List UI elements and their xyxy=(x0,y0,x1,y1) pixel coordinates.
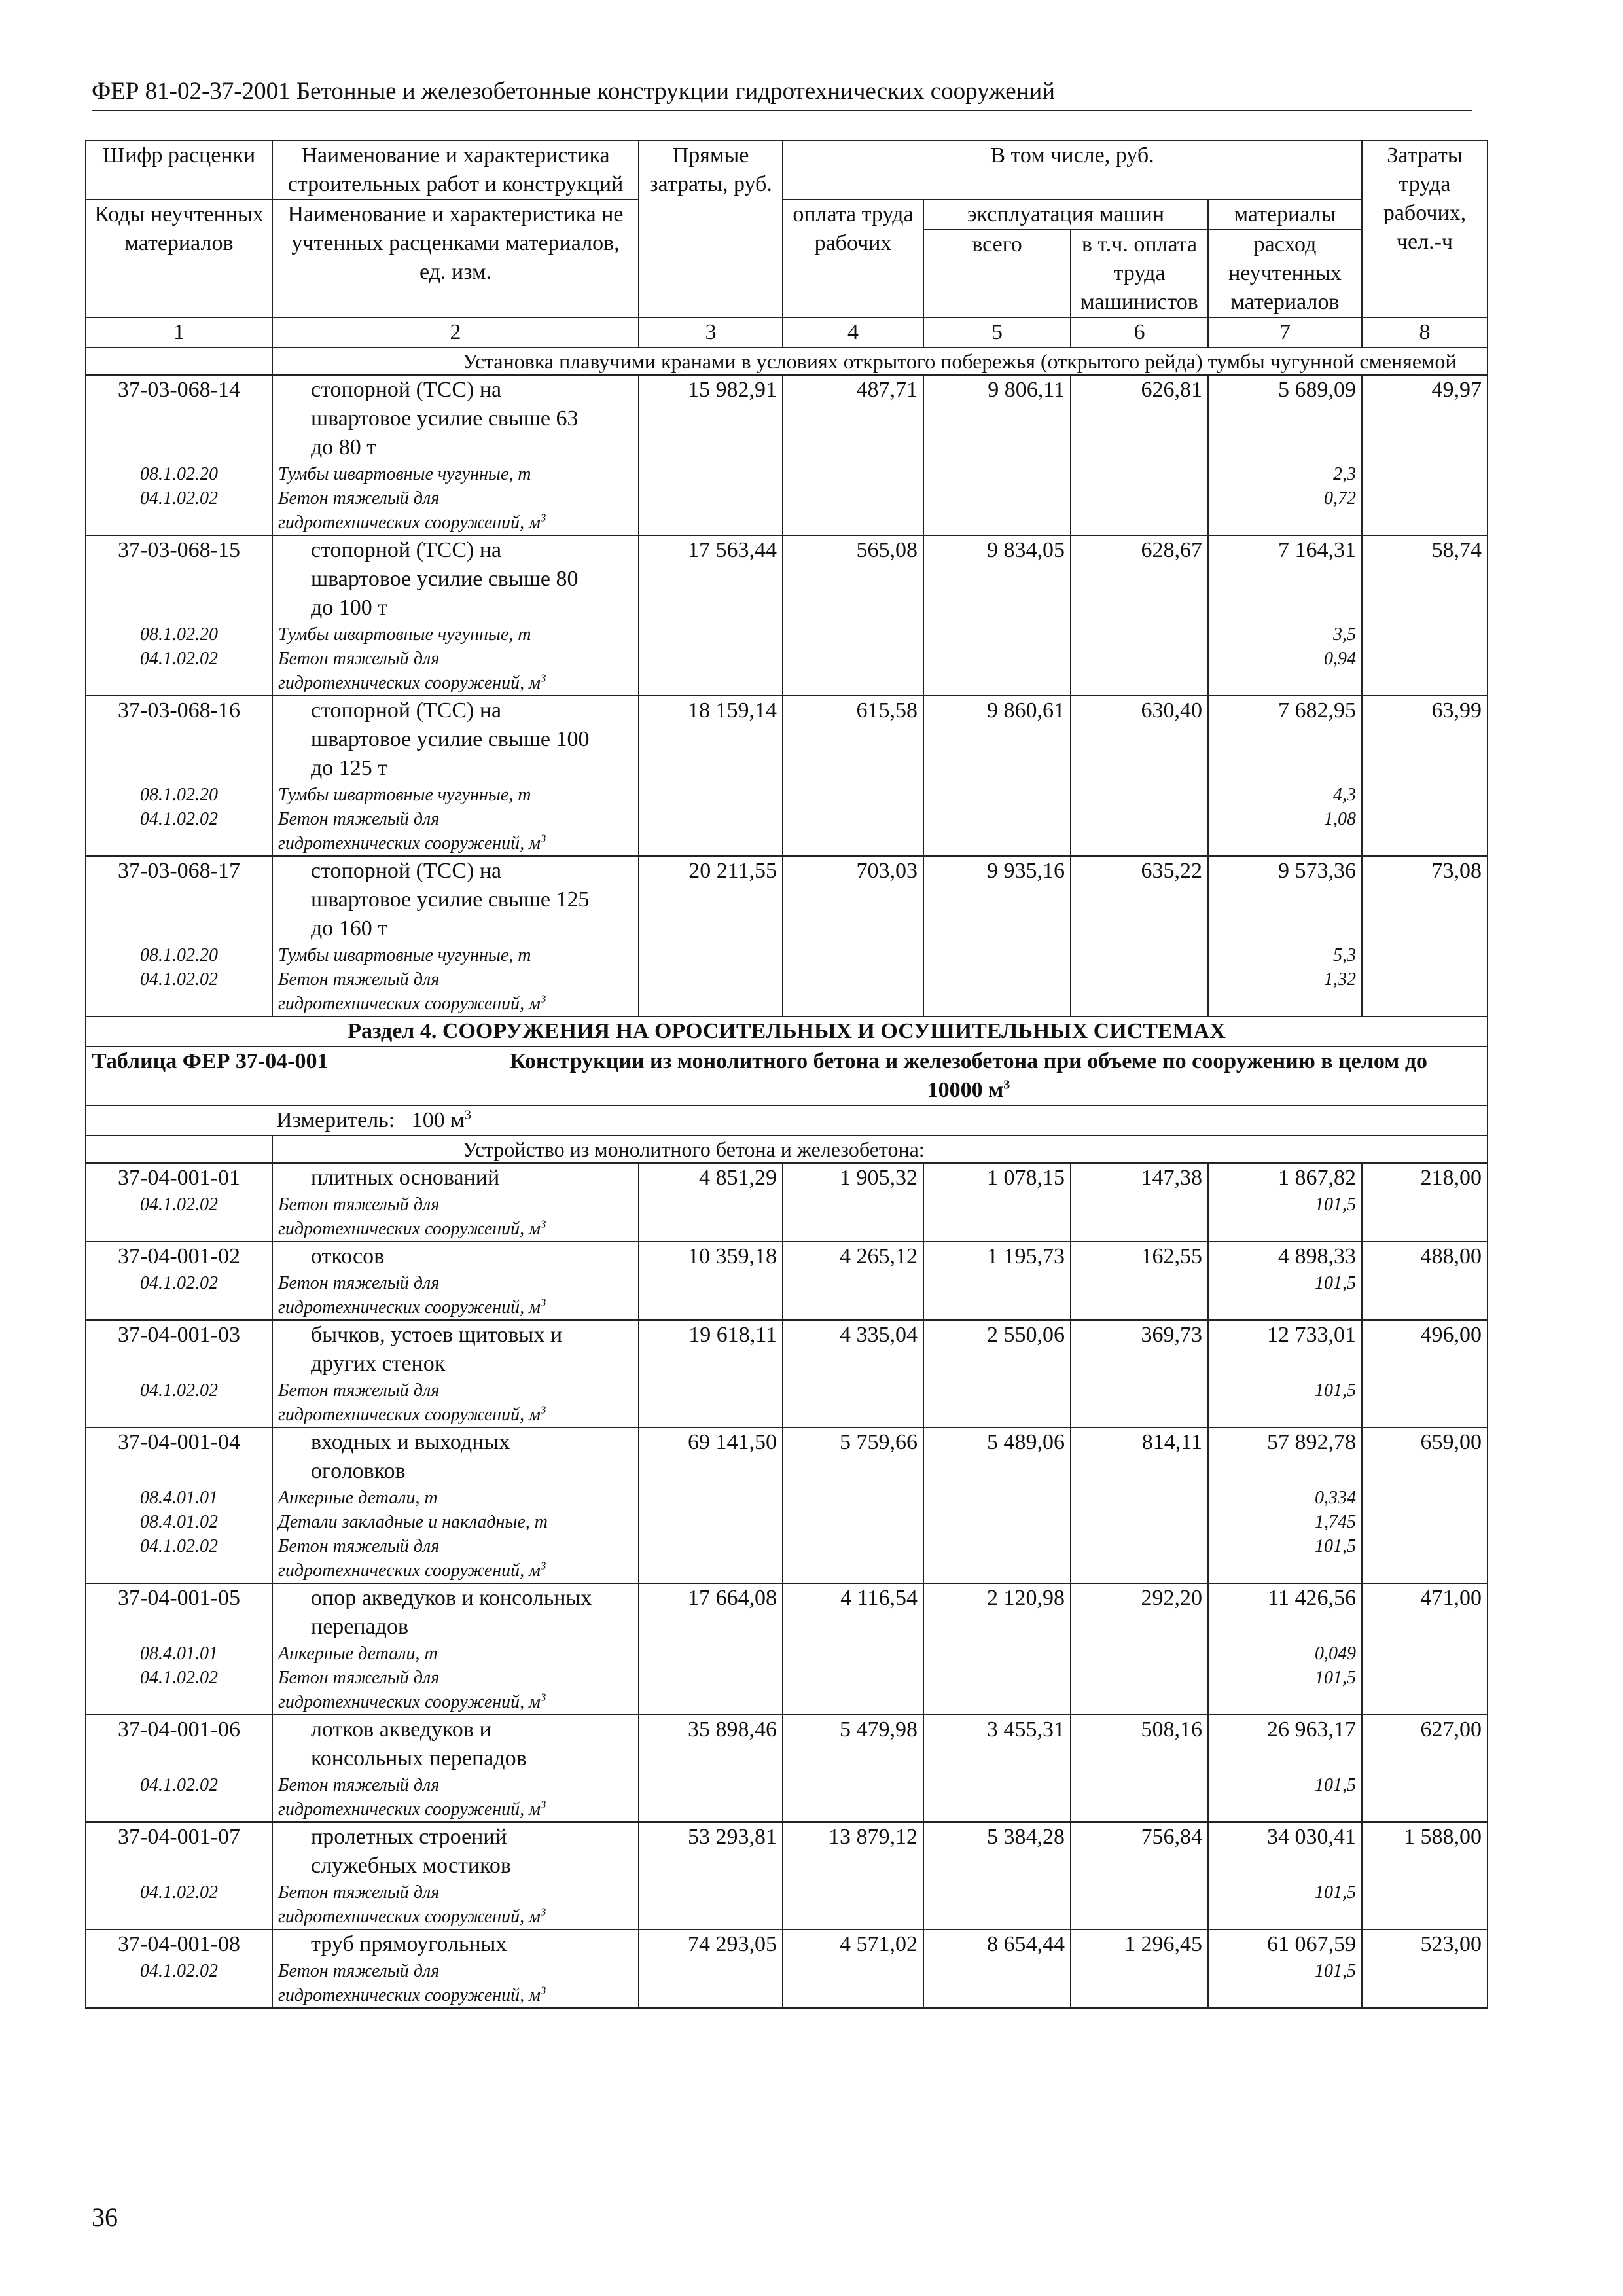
material-name: Тумбы швартовные чугунные, т xyxy=(278,785,531,805)
rate-code-cell xyxy=(86,1929,272,2008)
rate-name-cell xyxy=(272,856,639,1016)
rate-row xyxy=(86,1427,1488,1583)
material-code: 04.1.02.02 xyxy=(140,1194,218,1215)
materials-cost: 26 963,17 xyxy=(1267,1717,1356,1742)
rate-code: 37-04-001-01 xyxy=(118,1166,240,1190)
material-code: 08.4.01.01 xyxy=(140,1643,218,1664)
rate-code-cell xyxy=(86,696,272,856)
materials-cell xyxy=(1208,1242,1362,1320)
material-name: Бетон тяжелый для xyxy=(278,969,440,990)
rate-name-cell xyxy=(272,1163,639,1242)
col-code-top: Шифр расценки xyxy=(86,141,272,200)
rate-name-line: лотков акведуков и xyxy=(311,1717,491,1742)
machines-pay: 508,16 xyxy=(1071,1715,1208,1822)
materials-cost: 4 898,33 xyxy=(1278,1244,1356,1268)
materials-cell xyxy=(1208,1822,1362,1929)
materials-cost: 9 573,36 xyxy=(1278,859,1356,883)
machines-total: 8 654,44 xyxy=(923,1929,1071,2008)
materials-cell xyxy=(1208,375,1362,535)
col-materials: материалы xyxy=(1208,200,1362,230)
material-unit: гидротехнических сооружений, $м^3$ xyxy=(278,1559,546,1581)
machines-total: 2 550,06 xyxy=(923,1320,1071,1427)
measure-row xyxy=(86,1105,1488,1136)
materials-cost: 1 867,82 xyxy=(1278,1166,1356,1190)
materials-cost: 7 164,31 xyxy=(1278,538,1356,562)
labor-cost: 58,74 xyxy=(1362,535,1488,696)
header-row-1 xyxy=(86,141,1488,200)
material-code: 04.1.02.02 xyxy=(140,1273,218,1293)
rate-code-cell xyxy=(86,535,272,696)
labor-cost: 659,00 xyxy=(1362,1427,1488,1583)
material-unit: гидротехнических сооружений, $м^3$ xyxy=(278,1905,546,1927)
labor-cost: 523,00 xyxy=(1362,1929,1488,2008)
labor-pay: 4 571,02 xyxy=(783,1929,923,2008)
rate-code: 37-03-068-14 xyxy=(118,378,240,402)
direct-cost: 35 898,46 xyxy=(639,1715,783,1822)
col-number: 8 xyxy=(1362,317,1488,348)
rate-code-cell xyxy=(86,1583,272,1715)
header-row-2 xyxy=(86,200,1488,230)
rate-name-line: труб прямоугольных xyxy=(311,1932,507,1956)
labor-pay: 4 116,54 xyxy=(783,1583,923,1715)
material-qty: 101,5 xyxy=(1315,1961,1356,1981)
labor-pay: 487,71 xyxy=(783,375,923,535)
direct-cost: 15 982,91 xyxy=(639,375,783,535)
rate-code: 37-03-068-16 xyxy=(118,698,240,723)
rate-name-cell xyxy=(272,1822,639,1929)
direct-cost: 19 618,11 xyxy=(639,1320,783,1427)
material-name: Тумбы швартовные чугунные, т xyxy=(278,464,531,484)
material-qty: 4,3 xyxy=(1333,785,1356,805)
machines-total: 9 935,16 xyxy=(923,856,1071,1016)
rate-code-cell xyxy=(86,375,272,535)
page-number: 36 xyxy=(92,2202,118,2232)
materials-cell xyxy=(1208,1929,1362,2008)
rate-name-cell xyxy=(272,1320,639,1427)
labor-cost: 488,00 xyxy=(1362,1242,1488,1320)
rate-name-line: консольных перепадов xyxy=(311,1746,527,1770)
material-qty: 0,049 xyxy=(1315,1643,1356,1664)
material-name: Бетон тяжелый для xyxy=(278,1668,440,1688)
col-number: 7 xyxy=(1208,317,1362,348)
col-number: 3 xyxy=(639,317,783,348)
machines-pay: 369,73 xyxy=(1071,1320,1208,1427)
material-code: 04.1.02.02 xyxy=(140,1882,218,1903)
machines-total: 5 489,06 xyxy=(923,1427,1071,1583)
col-number: 2 xyxy=(272,317,639,348)
material-name: Бетон тяжелый для xyxy=(278,1961,440,1981)
material-code: 04.1.02.02 xyxy=(140,809,218,829)
materials-cell xyxy=(1208,535,1362,696)
material-name: Бетон тяжелый для xyxy=(278,1882,440,1903)
machines-total: 1 078,15 xyxy=(923,1163,1071,1242)
rate-name-line: до 100 т xyxy=(311,596,388,620)
material-unit: гидротехнических сооружений, $м^3$ xyxy=(278,672,546,693)
rate-row xyxy=(86,696,1488,856)
col-name-bottom: Наименование и характеристика не учтенных расценками материалов, ед. изм. xyxy=(272,200,639,317)
materials-cost: 11 426,56 xyxy=(1268,1586,1356,1610)
machines-pay: 147,38 xyxy=(1071,1163,1208,1242)
material-unit: гидротехнических сооружений, $м^3$ xyxy=(278,1403,546,1425)
labor-pay: 5 759,66 xyxy=(783,1427,923,1583)
material-qty: 0,72 xyxy=(1324,488,1356,509)
material-name: Бетон тяжелый для xyxy=(278,1273,440,1293)
col-machines-pay: в т.ч. оплата труда машинистов xyxy=(1071,230,1208,317)
direct-cost: 20 211,55 xyxy=(639,856,783,1016)
rate-code: 37-04-001-08 xyxy=(118,1932,240,1956)
material-code: 04.1.02.02 xyxy=(140,1961,218,1981)
rate-code: 37-04-001-03 xyxy=(118,1323,240,1347)
machines-total: 3 455,31 xyxy=(923,1715,1071,1822)
material-code: 08.1.02.20 xyxy=(140,945,218,965)
rate-row xyxy=(86,1822,1488,1929)
machines-total: 9 834,05 xyxy=(923,535,1071,696)
labor-pay: 5 479,98 xyxy=(783,1715,923,1822)
col-number: 5 xyxy=(923,317,1071,348)
materials-cell xyxy=(1208,856,1362,1016)
machines-pay: 292,20 xyxy=(1071,1583,1208,1715)
measure-value: 100 $м^3$ xyxy=(411,1107,471,1132)
material-qty: 0,94 xyxy=(1324,649,1356,669)
direct-cost: 4 851,29 xyxy=(639,1163,783,1242)
machines-total: 9 806,11 xyxy=(923,375,1071,535)
machines-pay: 162,55 xyxy=(1071,1242,1208,1320)
material-qty: 0,334 xyxy=(1315,1488,1356,1508)
labor-cost: 63,99 xyxy=(1362,696,1488,856)
col-materials-sub: расход неучтенных материалов xyxy=(1208,230,1362,317)
labor-cost: 496,00 xyxy=(1362,1320,1488,1427)
rate-code-cell xyxy=(86,1822,272,1929)
material-qty: 101,5 xyxy=(1315,1194,1356,1215)
rate-name-cell xyxy=(272,1427,639,1583)
rate-name-line: швартовое усилие свыше 63 xyxy=(311,406,579,431)
rate-code: 37-04-001-04 xyxy=(118,1430,240,1454)
material-qty: 101,5 xyxy=(1315,1273,1356,1293)
group-row xyxy=(86,348,1488,375)
material-qty: 101,5 xyxy=(1315,1536,1356,1556)
rate-name-line: стопорной (ТСС) на xyxy=(311,859,502,883)
material-code: 04.1.02.02 xyxy=(140,488,218,509)
material-unit: гидротехнических сооружений, $м^3$ xyxy=(278,1984,546,2005)
material-code: 04.1.02.02 xyxy=(140,1668,218,1688)
col-number: 6 xyxy=(1071,317,1208,348)
material-name: Бетон тяжелый для xyxy=(278,488,440,509)
material-qty: 5,3 xyxy=(1333,945,1356,965)
rate-row xyxy=(86,535,1488,696)
labor-cost: 73,08 xyxy=(1362,856,1488,1016)
rate-code-cell xyxy=(86,1163,272,1242)
material-unit: гидротехнических сооружений, $м^3$ xyxy=(278,992,546,1014)
material-qty: 1,745 xyxy=(1315,1512,1356,1532)
col-number: 1 xyxy=(86,317,272,348)
materials-cell xyxy=(1208,1163,1362,1242)
material-qty: 3,5 xyxy=(1333,624,1356,645)
materials-cell xyxy=(1208,1583,1362,1715)
material-name: Бетон тяжелый для xyxy=(278,1380,440,1401)
material-code: 08.1.02.20 xyxy=(140,464,218,484)
rate-name-line: пролетных строений xyxy=(311,1825,507,1849)
material-code: 04.1.02.02 xyxy=(140,1536,218,1556)
rate-row xyxy=(86,1242,1488,1320)
rate-name-line: опор акведуков и консольных xyxy=(311,1586,592,1610)
rate-row xyxy=(86,1583,1488,1715)
material-unit: гидротехнических сооружений, $м^3$ xyxy=(278,1217,546,1239)
labor-pay: 703,03 xyxy=(783,856,923,1016)
rate-code-cell xyxy=(86,1427,272,1583)
table-name: Конструкции из монолитного бетона и железобетона при объеме по сооружению в целом до 10000 $м^3$ xyxy=(509,1049,1428,1102)
material-name: Тумбы швартовные чугунные, т xyxy=(278,945,531,965)
rate-code-cell xyxy=(86,1242,272,1320)
table-title-row xyxy=(86,1047,1488,1105)
rate-name-cell xyxy=(272,1242,639,1320)
materials-cell xyxy=(1208,696,1362,856)
material-code: 04.1.02.02 xyxy=(140,649,218,669)
material-name: Детали закладные и накладные, т xyxy=(278,1512,548,1532)
rate-name-line: стопорной (ТСС) на xyxy=(311,378,502,402)
machines-total: 5 384,28 xyxy=(923,1822,1071,1929)
material-code: 08.1.02.20 xyxy=(140,624,218,645)
col-labor: Затраты труда рабочих, чел.-ч xyxy=(1362,141,1488,317)
col-name-top: Наименование и характеристика строительных работ и конструкций xyxy=(272,141,639,200)
rate-name-cell xyxy=(272,1583,639,1715)
material-unit: гидротехнических сооружений, $м^3$ xyxy=(278,1798,546,1820)
direct-cost: 74 293,05 xyxy=(639,1929,783,2008)
rate-name-line: откосов xyxy=(311,1244,385,1268)
materials-cost: 5 689,09 xyxy=(1278,378,1356,402)
group-title: Установка плавучими кранами в условиях открытого побережья (открытого рейда) тумбы чугунной сменяемой xyxy=(272,348,1488,375)
rate-name-line: других стенок xyxy=(311,1352,446,1376)
rate-row xyxy=(86,1320,1488,1427)
material-name: Бетон тяжелый для xyxy=(278,649,440,669)
rate-row xyxy=(86,375,1488,535)
materials-cell xyxy=(1208,1427,1362,1583)
machines-total: 9 860,61 xyxy=(923,696,1071,856)
group-row xyxy=(86,1136,1488,1163)
machines-pay: 630,40 xyxy=(1071,696,1208,856)
labor-pay: 565,08 xyxy=(783,535,923,696)
labor-pay: 615,58 xyxy=(783,696,923,856)
material-qty: 101,5 xyxy=(1315,1775,1356,1795)
price-table xyxy=(85,140,1488,2009)
rate-row xyxy=(86,1163,1488,1242)
machines-pay: 628,67 xyxy=(1071,535,1208,696)
rate-name-line: швартовое усилие свыше 100 xyxy=(311,727,590,751)
material-qty: 2,3 xyxy=(1333,464,1356,484)
material-code: 04.1.02.02 xyxy=(140,1775,218,1795)
rate-name-line: служебных мостиков xyxy=(311,1854,511,1878)
material-code: 08.1.02.20 xyxy=(140,785,218,805)
rate-row xyxy=(86,856,1488,1016)
section-row xyxy=(86,1016,1488,1047)
table-title-cell xyxy=(86,1047,1488,1105)
section-title: Раздел 4. СООРУЖЕНИЯ НА ОРОСИТЕЛЬНЫХ И ОСУШИТЕЛЬНЫХ СИСТЕМАХ xyxy=(86,1016,1488,1047)
machines-total: 1 195,73 xyxy=(923,1242,1071,1320)
materials-cost: 61 067,59 xyxy=(1267,1932,1356,1956)
rate-code: 37-04-001-07 xyxy=(118,1825,240,1849)
material-unit: гидротехнических сооружений, $м^3$ xyxy=(278,832,546,853)
labor-cost: 471,00 xyxy=(1362,1583,1488,1715)
material-qty: 101,5 xyxy=(1315,1668,1356,1688)
rate-code: 37-03-068-17 xyxy=(118,859,240,883)
group-title: Устройство из монолитного бетона и железобетона: xyxy=(272,1136,1488,1163)
col-machines: эксплуатация машин xyxy=(923,200,1208,230)
machines-pay: 635,22 xyxy=(1071,856,1208,1016)
materials-cost: 57 892,78 xyxy=(1267,1430,1356,1454)
direct-cost: 69 141,50 xyxy=(639,1427,783,1583)
rate-code: 37-03-068-15 xyxy=(118,538,240,562)
machines-pay: 814,11 xyxy=(1071,1427,1208,1583)
rate-row xyxy=(86,1929,1488,2008)
rate-name-line: швартовое усилие свыше 125 xyxy=(311,888,590,912)
rate-name-cell xyxy=(272,375,639,535)
rate-name-line: стопорной (ТСС) на xyxy=(311,538,502,562)
materials-cost: 7 682,95 xyxy=(1278,698,1356,723)
col-code-bottom: Коды неучтенных материалов xyxy=(86,200,272,317)
labor-pay: 4 265,12 xyxy=(783,1242,923,1320)
rate-name-cell xyxy=(272,1929,639,2008)
material-qty: 1,32 xyxy=(1324,969,1356,990)
column-numbers-row xyxy=(86,317,1488,348)
direct-cost: 53 293,81 xyxy=(639,1822,783,1929)
col-machines-total: всего xyxy=(923,230,1071,317)
material-name: Бетон тяжелый для xyxy=(278,1194,440,1215)
materials-cell xyxy=(1208,1715,1362,1822)
measure xyxy=(86,1105,1488,1136)
rate-code: 37-04-001-02 xyxy=(118,1244,240,1268)
rate-name-line: бычков, устоев щитовых и xyxy=(311,1323,563,1347)
machines-pay: 626,81 xyxy=(1071,375,1208,535)
rate-code-cell xyxy=(86,1715,272,1822)
materials-cell xyxy=(1208,1320,1362,1427)
material-unit: гидротехнических сооружений, $м^3$ xyxy=(278,1691,546,1712)
rate-code-cell xyxy=(86,856,272,1016)
measure-label: Измеритель: xyxy=(276,1108,395,1132)
material-qty: 101,5 xyxy=(1315,1380,1356,1401)
direct-cost: 17 664,08 xyxy=(639,1583,783,1715)
labor-cost: 1 588,00 xyxy=(1362,1822,1488,1929)
material-unit: гидротехнических сооружений, $м^3$ xyxy=(278,511,546,533)
rate-row xyxy=(86,1715,1488,1822)
direct-cost: 10 359,18 xyxy=(639,1242,783,1320)
rate-name-line: стопорной (ТСС) на xyxy=(311,698,502,723)
material-name: Анкерные детали, т xyxy=(278,1643,438,1664)
labor-cost: 218,00 xyxy=(1362,1163,1488,1242)
machines-pay: 1 296,45 xyxy=(1071,1929,1208,2008)
material-name: Бетон тяжелый для xyxy=(278,1775,440,1795)
labor-cost: 49,97 xyxy=(1362,375,1488,535)
material-name: Бетон тяжелый для xyxy=(278,809,440,829)
material-qty: 1,08 xyxy=(1324,809,1356,829)
material-code: 08.4.01.01 xyxy=(140,1488,218,1508)
machines-total: 2 120,98 xyxy=(923,1583,1071,1715)
labor-cost: 627,00 xyxy=(1362,1715,1488,1822)
materials-cost: 34 030,41 xyxy=(1267,1825,1356,1849)
labor-pay: 4 335,04 xyxy=(783,1320,923,1427)
rate-code: 37-04-001-05 xyxy=(118,1586,240,1610)
labor-pay: 13 879,12 xyxy=(783,1822,923,1929)
col-incl: В том числе, руб. xyxy=(783,141,1362,200)
rate-code: 37-04-001-06 xyxy=(118,1717,240,1742)
labor-pay: 1 905,32 xyxy=(783,1163,923,1242)
material-code: 08.4.01.02 xyxy=(140,1512,218,1532)
rate-name-cell xyxy=(272,1715,639,1822)
running-header: ФЕР 81-02-37-2001 Бетонные и железобетонные конструкции гидротехнических сооружений xyxy=(92,77,1472,111)
material-unit: гидротехнических сооружений, $м^3$ xyxy=(278,1296,546,1318)
direct-cost: 18 159,14 xyxy=(639,696,783,856)
material-name: Анкерные детали, т xyxy=(278,1488,438,1508)
rate-name-line: входных и выходных xyxy=(311,1430,510,1454)
material-code: 04.1.02.02 xyxy=(140,1380,218,1401)
material-name: Тумбы швартовные чугунные, т xyxy=(278,624,531,645)
col-direct: Прямые затраты, руб. xyxy=(639,141,783,317)
rate-name-cell xyxy=(272,696,639,856)
material-qty: 101,5 xyxy=(1315,1882,1356,1903)
materials-cost: 12 733,01 xyxy=(1267,1323,1356,1347)
direct-cost: 17 563,44 xyxy=(639,535,783,696)
rate-name-line: перепадов xyxy=(311,1615,409,1639)
table-code: Таблица ФЕР 37-04-001 xyxy=(92,1049,329,1073)
rate-name-line: плитных оснований xyxy=(311,1166,500,1190)
rate-name-line: до 160 т xyxy=(311,916,388,941)
rate-name-line: до 125 т xyxy=(311,756,388,780)
rate-name-line: швартовое усилие свыше 80 xyxy=(311,567,579,591)
material-code: 04.1.02.02 xyxy=(140,969,218,990)
col-labor-pay: оплата труда рабочих xyxy=(783,200,923,317)
machines-pay: 756,84 xyxy=(1071,1822,1208,1929)
rate-code-cell xyxy=(86,1320,272,1427)
col-number: 4 xyxy=(783,317,923,348)
rate-name-cell xyxy=(272,535,639,696)
material-name: Бетон тяжелый для xyxy=(278,1536,440,1556)
rate-name-line: до 80 т xyxy=(311,435,377,459)
rate-name-line: оголовков xyxy=(311,1459,406,1483)
